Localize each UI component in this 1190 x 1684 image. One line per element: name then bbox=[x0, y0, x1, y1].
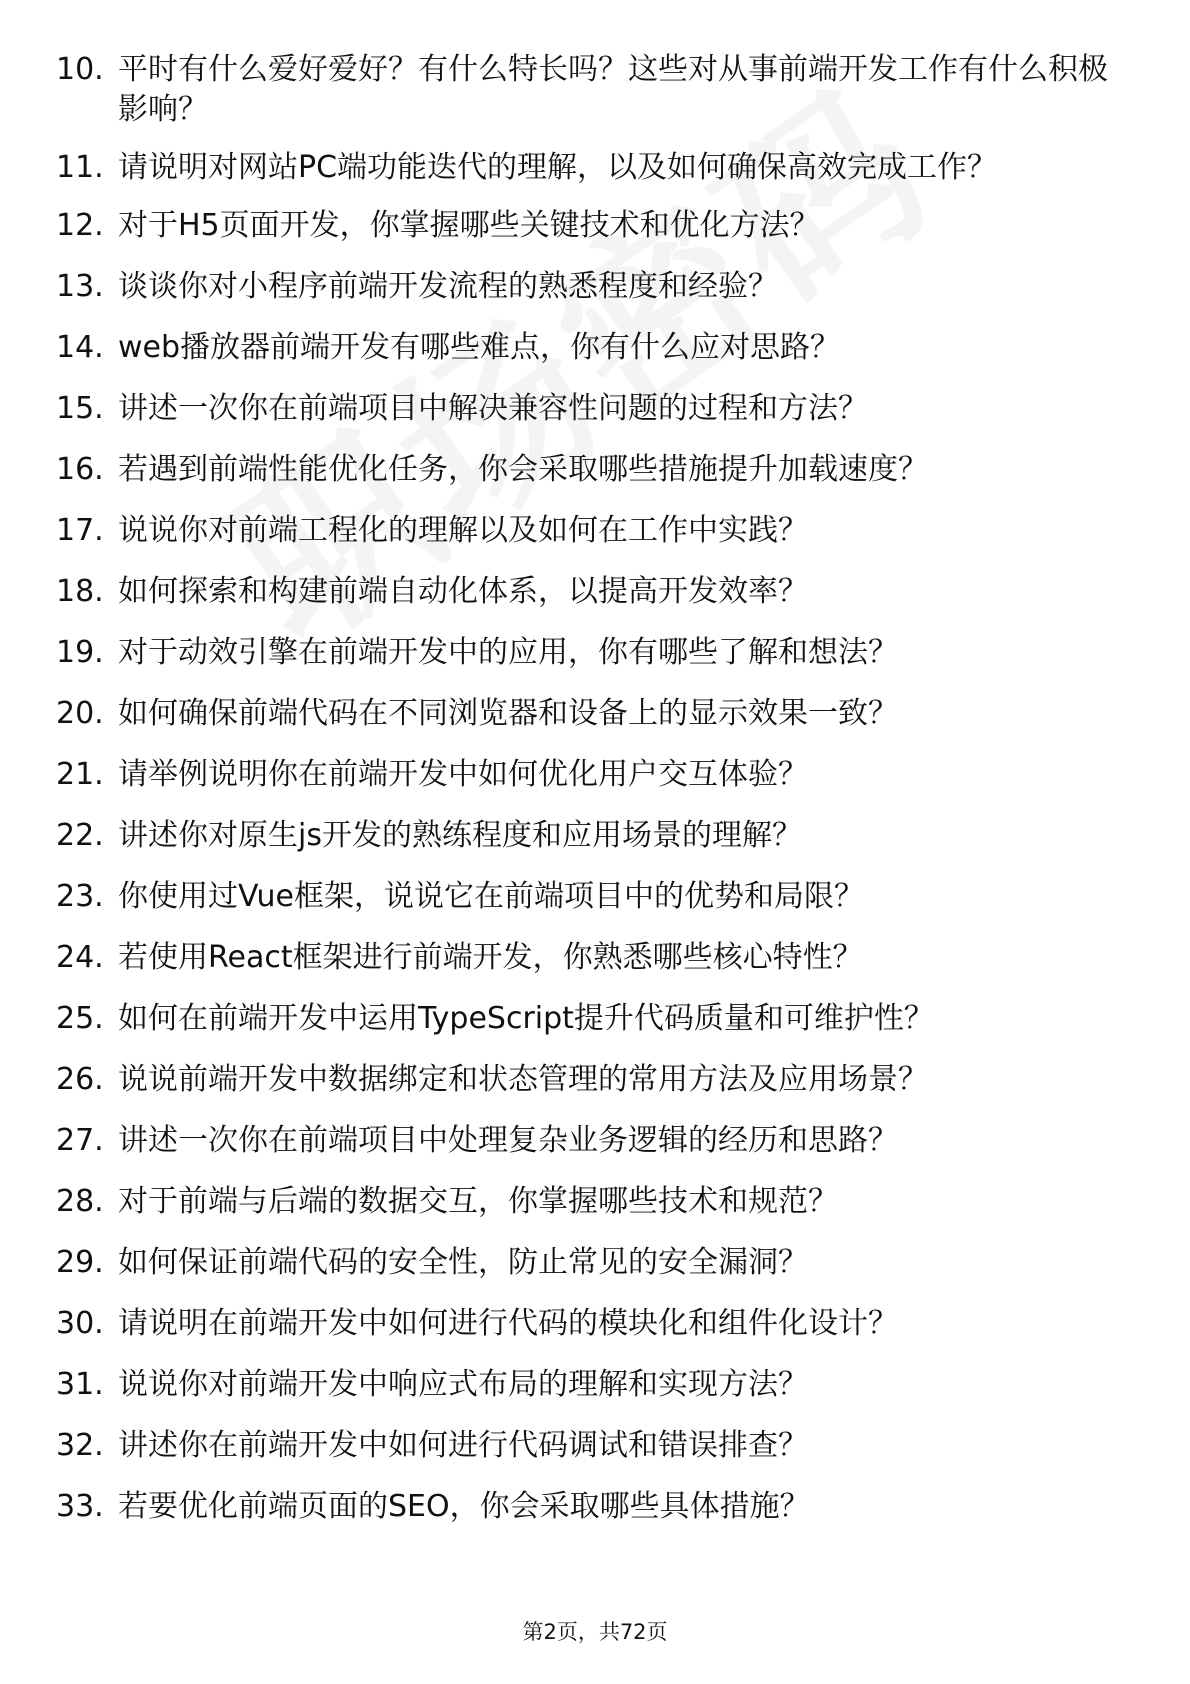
list-item bbox=[56, 1243, 1116, 1283]
question-number: 11. bbox=[56, 150, 104, 185]
question-number: 20. bbox=[56, 696, 104, 731]
question-text: 对于H5页面开发，你掌握哪些关键技术和优化方法？ bbox=[118, 208, 820, 243]
list-item bbox=[56, 328, 1116, 368]
question-number: 31. bbox=[56, 1367, 104, 1402]
question-number: 10. bbox=[56, 52, 104, 87]
question-number: 22. bbox=[56, 818, 104, 853]
question-number: 18. bbox=[56, 574, 104, 609]
question-number: 19. bbox=[56, 635, 104, 670]
question-number: 30. bbox=[56, 1306, 104, 1341]
question-text: 如何确保前端代码在不同浏览器和设备上的显示效果一致？ bbox=[118, 696, 898, 731]
question-text: 你使用过Vue框架，说说它在前端项目中的优势和局限？ bbox=[118, 879, 864, 914]
question-number: 15. bbox=[56, 391, 104, 426]
question-text: 平时有什么爱好爱好？有什么特长吗？这些对从事前端开发工作有什么积极影响？ bbox=[118, 52, 1108, 127]
question-text: 若遇到前端性能优化任务，你会采取哪些措施提升加载速度？ bbox=[118, 452, 928, 487]
list-item bbox=[56, 633, 1116, 673]
page-footer: 第2页，共72页 bbox=[522, 1620, 668, 1644]
question-text: 说说你对前端开发中响应式布局的理解和实现方法？ bbox=[118, 1367, 808, 1402]
question-number: 17. bbox=[56, 513, 104, 548]
question-text: 说说你对前端工程化的理解以及如何在工作中实践？ bbox=[118, 513, 808, 548]
list-item bbox=[56, 938, 1116, 978]
question-text: 如何在前端开发中运用TypeScript提升代码质量和可维护性？ bbox=[118, 1001, 934, 1036]
list-item bbox=[56, 572, 1116, 612]
list-item bbox=[56, 267, 1116, 307]
question-number: 23. bbox=[56, 879, 104, 914]
question-text: 谈谈你对小程序前端开发流程的熟悉程度和经验？ bbox=[118, 269, 778, 304]
question-number: 21. bbox=[56, 757, 104, 792]
question-text: web播放器前端开发有哪些难点，你有什么应对思路？ bbox=[118, 330, 841, 365]
list-item bbox=[56, 450, 1116, 490]
list-item bbox=[56, 816, 1116, 856]
question-number: 13. bbox=[56, 269, 104, 304]
list-item bbox=[56, 511, 1116, 551]
question-text: 说说前端开发中数据绑定和状态管理的常用方法及应用场景？ bbox=[118, 1062, 928, 1097]
list-item bbox=[56, 694, 1116, 734]
question-text: 对于动效引擎在前端开发中的应用，你有哪些了解和想法？ bbox=[118, 635, 898, 670]
list-item bbox=[56, 1060, 1116, 1100]
question-text: 请举例说明你在前端开发中如何优化用户交互体验？ bbox=[118, 757, 808, 792]
question-text: 讲述你在前端开发中如何进行代码调试和错误排查？ bbox=[118, 1428, 808, 1463]
list-item bbox=[56, 1487, 1116, 1527]
list-item bbox=[56, 206, 1116, 246]
list-item bbox=[56, 148, 1116, 188]
question-number: 28. bbox=[56, 1184, 104, 1219]
question-text: 请说明在前端开发中如何进行代码的模块化和组件化设计？ bbox=[118, 1306, 898, 1341]
question-number: 12. bbox=[56, 208, 104, 243]
list-item bbox=[56, 877, 1116, 917]
question-number: 33. bbox=[56, 1489, 104, 1524]
list-item bbox=[56, 999, 1116, 1039]
question-number: 16. bbox=[56, 452, 104, 487]
question-number: 14. bbox=[56, 330, 104, 365]
question-text: 如何探索和构建前端自动化体系，以提高开发效率？ bbox=[118, 574, 808, 609]
list-item bbox=[56, 755, 1116, 795]
question-text: 对于前端与后端的数据交互，你掌握哪些技术和规范？ bbox=[118, 1184, 838, 1219]
question-number: 27. bbox=[56, 1123, 104, 1158]
list-item bbox=[56, 1121, 1116, 1161]
list-item bbox=[56, 50, 1116, 130]
question-text: 请说明对网站PC端功能迭代的理解，以及如何确保高效完成工作？ bbox=[118, 150, 998, 185]
list-item bbox=[56, 1426, 1116, 1466]
list-item bbox=[56, 1182, 1116, 1222]
question-list bbox=[56, 50, 1116, 1548]
question-text: 若使用React框架进行前端开发，你熟悉哪些核心特性？ bbox=[118, 940, 863, 975]
list-item bbox=[56, 389, 1116, 429]
question-text: 讲述一次你在前端项目中解决兼容性问题的过程和方法？ bbox=[118, 391, 868, 426]
question-text: 若要优化前端页面的SEO，你会采取哪些具体措施？ bbox=[118, 1489, 810, 1524]
question-number: 32. bbox=[56, 1428, 104, 1463]
question-number: 25. bbox=[56, 1001, 104, 1036]
question-text: 如何保证前端代码的安全性，防止常见的安全漏洞？ bbox=[118, 1245, 808, 1280]
question-number: 26. bbox=[56, 1062, 104, 1097]
question-text: 讲述一次你在前端项目中处理复杂业务逻辑的经历和思路？ bbox=[118, 1123, 898, 1158]
question-text: 讲述你对原生js开发的熟练程度和应用场景的理解？ bbox=[118, 818, 802, 853]
list-item bbox=[56, 1304, 1116, 1344]
question-number: 24. bbox=[56, 940, 104, 975]
list-item bbox=[56, 1365, 1116, 1405]
question-number: 29. bbox=[56, 1245, 104, 1280]
